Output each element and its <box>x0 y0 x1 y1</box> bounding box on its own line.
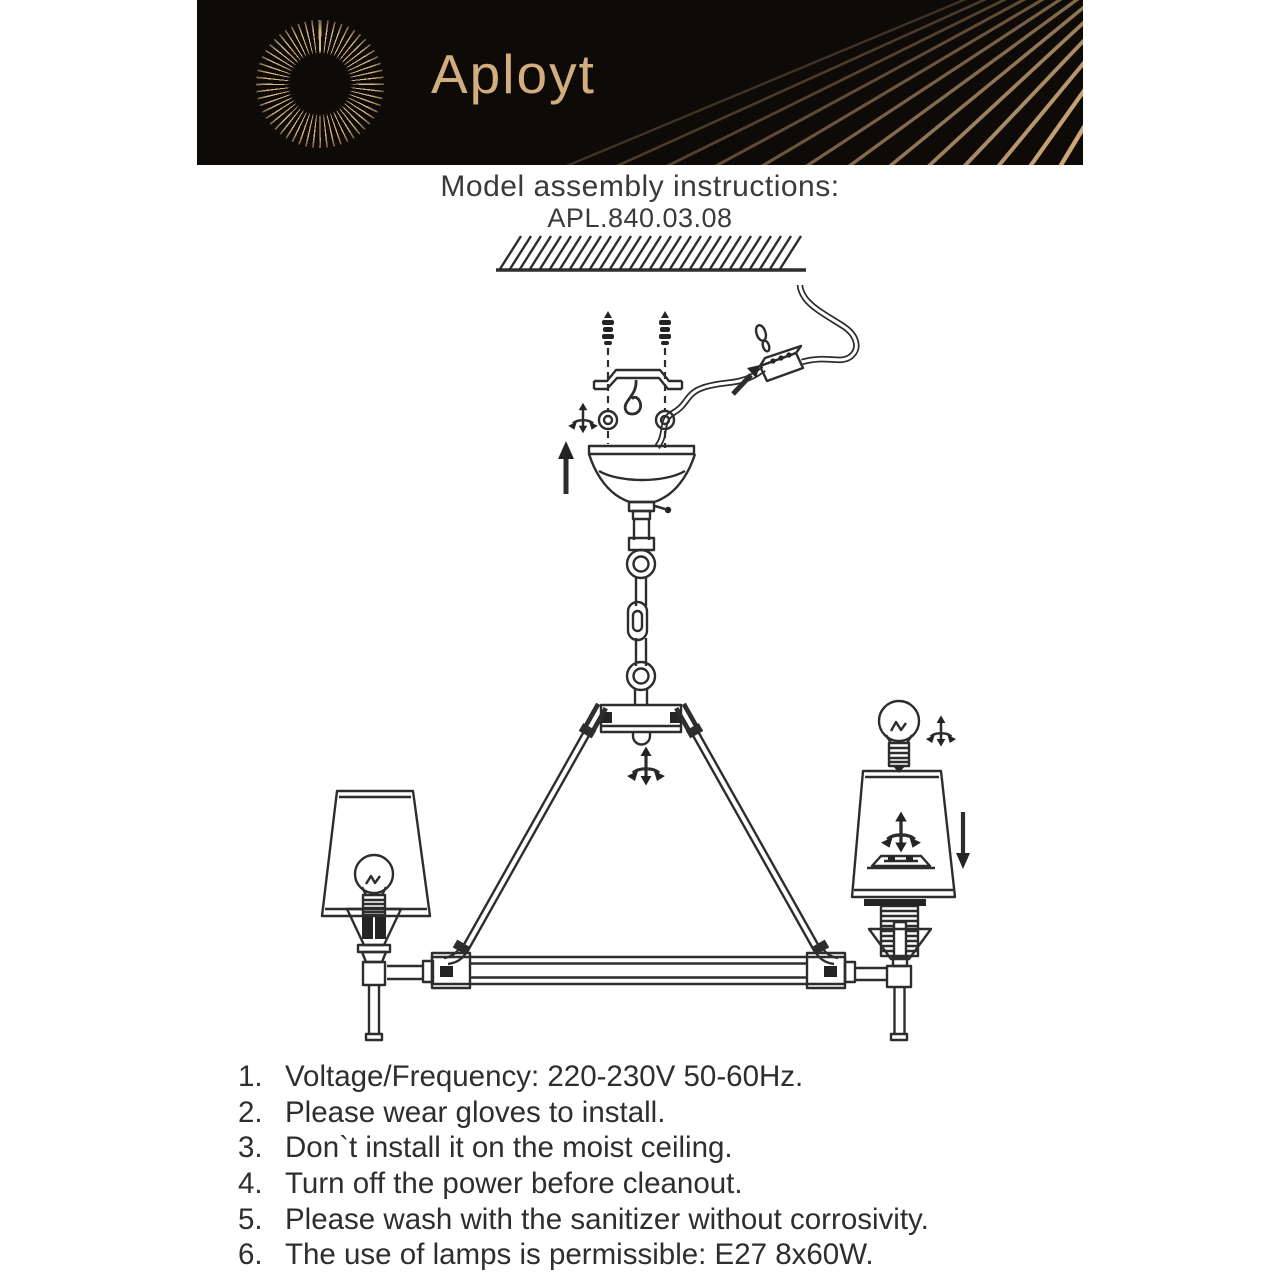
model-number: APL.840.03.08 <box>547 203 733 233</box>
canopy <box>589 446 695 519</box>
instruction-number: 1. <box>238 1060 263 1093</box>
instruction-list <box>238 1059 1138 1273</box>
brand-name: Aployt <box>431 43 596 105</box>
rotate-icon <box>568 403 598 433</box>
exploded-bulb <box>879 701 919 773</box>
instruction-text: Don`t install it on the moist ceiling. <box>285 1131 733 1165</box>
instruction-number: 5. <box>238 1202 263 1236</box>
ceiling-hatch <box>496 236 806 270</box>
down-arrow-icon <box>956 812 970 869</box>
up-arrow-icon <box>558 441 574 494</box>
instruction-number: 6. <box>238 1238 263 1272</box>
lamp-arm-left <box>387 961 433 982</box>
light-bulb <box>355 855 393 895</box>
ceiling-hook <box>625 380 640 414</box>
instruction-number: 2. <box>238 1095 263 1129</box>
right-lamp-socket <box>869 906 931 1040</box>
instruction-item <box>238 1202 1138 1238</box>
exploded-lampshade <box>852 771 955 906</box>
instruction-item <box>238 1059 1138 1095</box>
page-title: Model assembly instructions: <box>440 170 840 203</box>
instruction-item <box>238 1166 1138 1202</box>
rotate-icon <box>627 747 665 786</box>
instruction-number: 4. <box>238 1167 263 1201</box>
instruction-text: Please wash with the sanitizer without corrosivity. <box>285 1202 929 1236</box>
instruction-item <box>238 1095 1138 1131</box>
instruction-number: 3. <box>238 1131 263 1165</box>
frame-rod-right <box>675 703 838 964</box>
anchor-screw-left <box>599 311 617 444</box>
frame-bar <box>432 953 845 988</box>
frame-hub <box>601 705 681 745</box>
instruction-item <box>238 1237 1138 1273</box>
lamp-arm-right <box>845 962 887 982</box>
suspension-chain <box>627 519 655 706</box>
instruction-item <box>238 1130 1138 1166</box>
left-lamp <box>322 791 430 1040</box>
rotate-icon <box>881 812 921 853</box>
instruction-text: The use of lamps is permissible: E27 8x60W. <box>285 1238 874 1272</box>
instruction-text: Turn off the power before cleanout. <box>285 1167 743 1201</box>
frame-rod-left <box>444 703 607 964</box>
lampshade <box>322 791 430 916</box>
rotate-icon <box>926 715 956 746</box>
instruction-text: Voltage/Frequency: 220-230V 50-60Hz. <box>285 1060 804 1093</box>
instruction-text: Please wear gloves to install. <box>285 1095 666 1129</box>
